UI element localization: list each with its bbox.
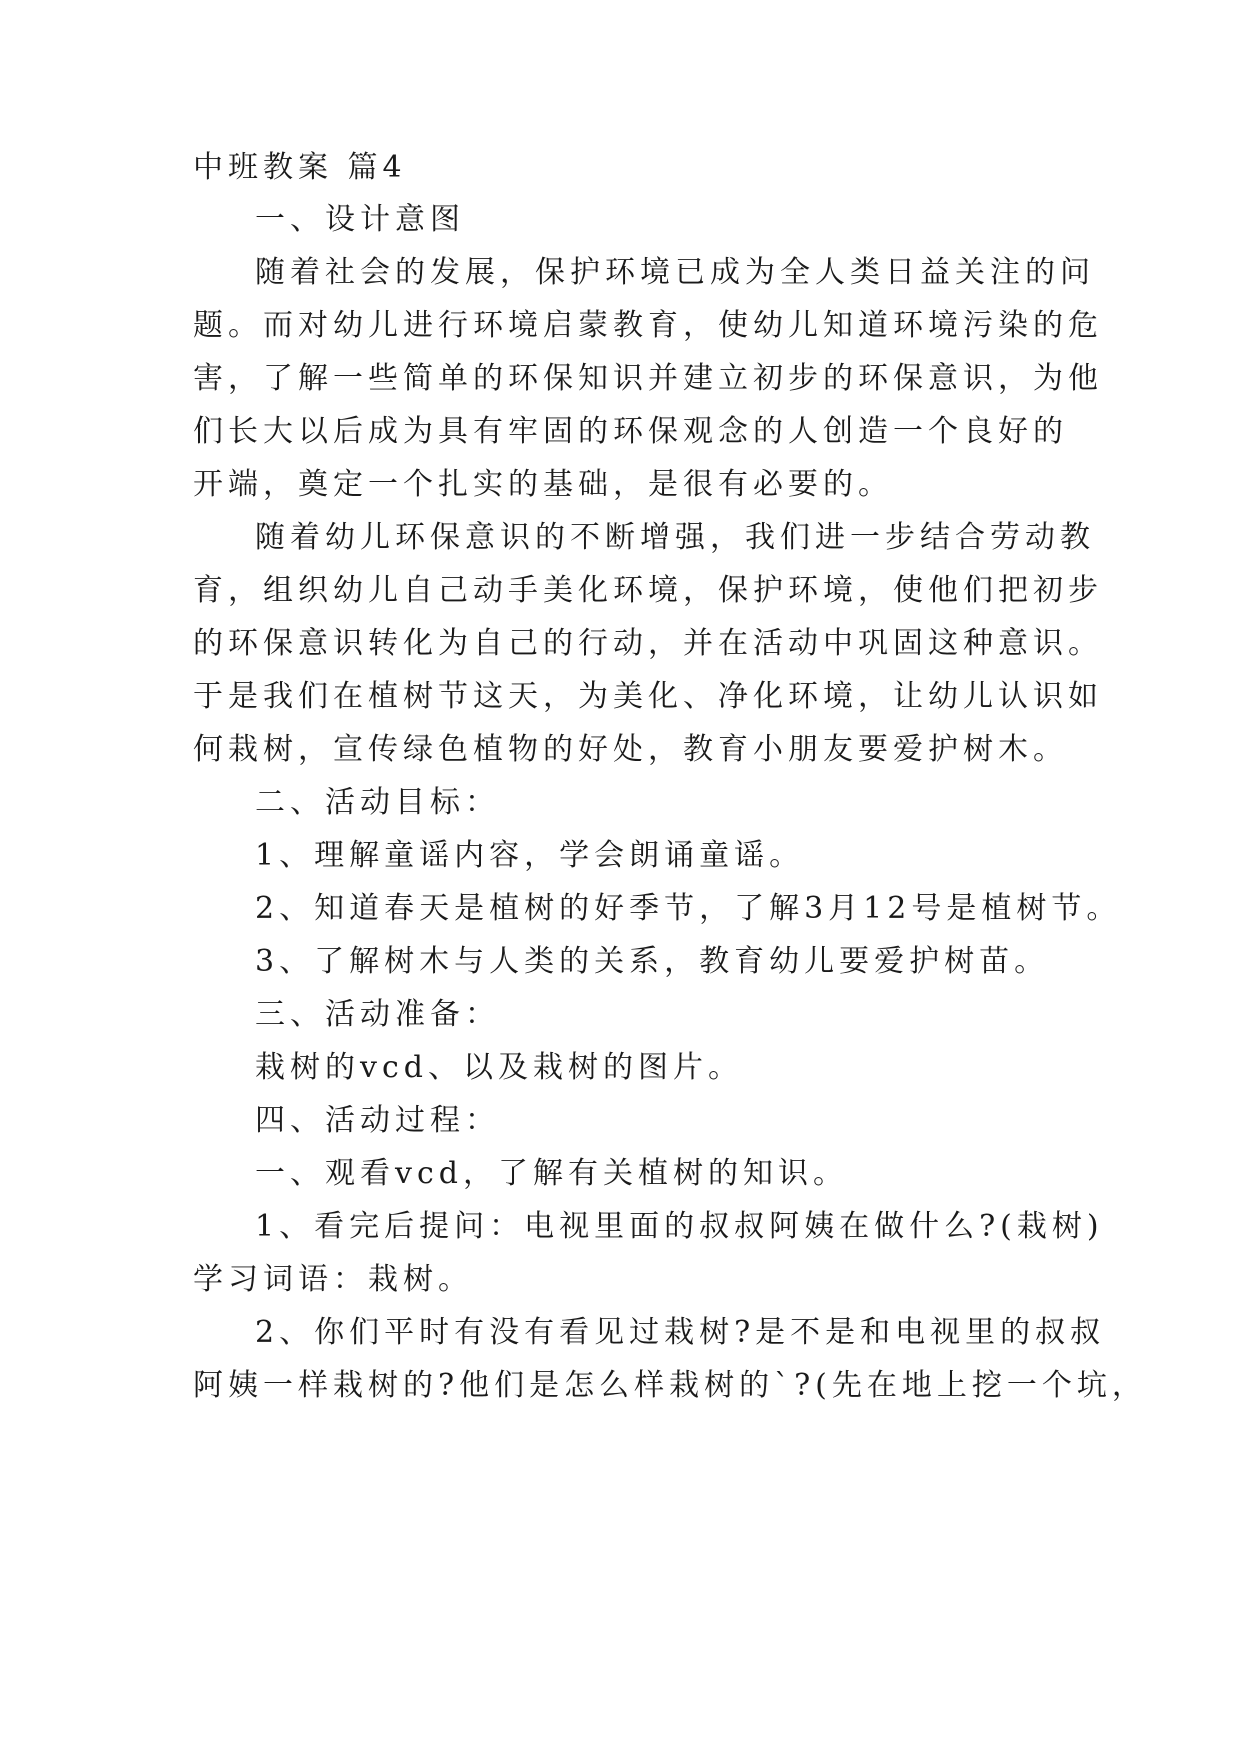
paragraph-line: 随着幼儿环保意识的不断增强，我们进一步结合劳动教 <box>255 520 1095 555</box>
paragraph-line: 于是我们在植树节这天，为美化、净化环境，让幼儿认识如 <box>193 679 1103 714</box>
paragraph-line: 害，了解一些简单的环保知识并建立初步的环保意识，为他 <box>193 361 1103 396</box>
paragraph-line: 开端，奠定一个扎实的基础，是很有必要的。 <box>193 467 893 502</box>
prep-text: 栽树的vcd、以及栽树的图片。 <box>255 1050 743 1085</box>
process-step: 一、观看vcd，了解有关植树的知识。 <box>255 1156 848 1191</box>
paragraph-line: 1、看完后提问：电视里面的叔叔阿姨在做什么?(栽树) <box>255 1209 1104 1244</box>
document-title: 中班教案 篇4 <box>193 150 407 185</box>
section-heading-goals: 二、活动目标： <box>255 785 500 820</box>
paragraph-line: 随着社会的发展，保护环境已成为全人类日益关注的问 <box>255 255 1095 290</box>
paragraph-line: 们长大以后成为具有牢固的环保观念的人创造一个良好的 <box>193 414 1068 449</box>
paragraph-line: 题。而对幼儿进行环境启蒙教育，使幼儿知道环境污染的危 <box>193 308 1103 343</box>
goal-item: 2、知道春天是植树的好季节，了解3月12号是植树节。 <box>255 891 1122 926</box>
section-heading-process: 四、活动过程： <box>255 1103 500 1138</box>
paragraph-line: 的环保意识转化为自己的行动，并在活动中巩固这种意识。 <box>193 626 1103 661</box>
paragraph-line: 育，组织幼儿自己动手美化环境，保护环境，使他们把初步 <box>193 573 1103 608</box>
paragraph-line: 学习词语：栽树。 <box>193 1262 473 1297</box>
goal-item: 3、了解树木与人类的关系，教育幼儿要爱护树苗。 <box>255 944 1050 979</box>
goal-item: 1、理解童谣内容，学会朗诵童谣。 <box>255 838 805 873</box>
paragraph-line: 2、你们平时有没有看见过栽树?是不是和电视里的叔叔 <box>255 1315 1106 1350</box>
section-heading-design: 一、设计意图 <box>255 202 465 237</box>
paragraph-line: 何栽树，宣传绿色植物的好处，教育小朋友要爱护树木。 <box>193 732 1068 767</box>
section-heading-prep: 三、活动准备： <box>255 997 500 1032</box>
paragraph-line: 阿姨一样栽树的?他们是怎么样栽树的`?(先在地上挖一个坑， <box>193 1368 1147 1403</box>
